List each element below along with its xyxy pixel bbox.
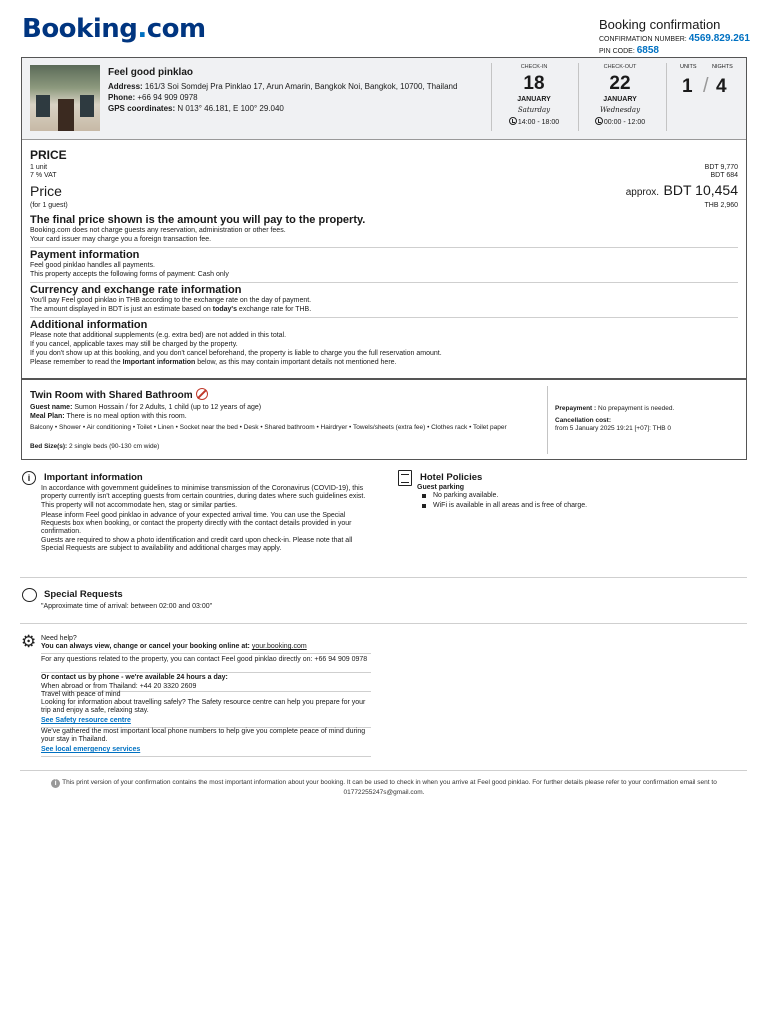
pin-code: 6858 xyxy=(636,45,659,56)
no-smoking-icon xyxy=(196,388,208,400)
emergency-link[interactable]: See local emergency services xyxy=(41,746,141,753)
room-title: Twin Room with Shared Bathroom xyxy=(30,388,208,401)
nights-count: 4 xyxy=(716,76,727,97)
hotel-name: Feel good pinklao xyxy=(108,67,194,78)
need-help: Need help? xyxy=(41,635,77,642)
price-label: Price xyxy=(30,183,62,199)
manage-booking-link[interactable]: your.booking.com xyxy=(251,643,307,650)
meal-plan: Meal Plan: There is no meal option with this room. xyxy=(30,413,187,420)
footer-note: i This print version of your confirmation contains the most important information about your booking. It can be used to check in when you arrive at Feel good pinklao. For further details please refer to your confirmation email sent to 01772255247s@gmail.com. xyxy=(20,778,748,797)
confirmation-number-line: CONFIRMATION NUMBER: 4569.829.261 xyxy=(599,33,750,44)
safety-link[interactable]: See Safety resource centre xyxy=(41,717,131,724)
important-info: In accordance with government guidelines to minimise transmission of the Coronavirus (COVID-19), this property currently isn't accepting guests from certain countries, during dates where such guidelines exist. This property will not accommodate hen, stag or similar parties. Please inform Feel good pinklao in advance of your expected arrival time. You can use the Special Requests box when booking, or contact the property directly with the contact details provided in your confirmation. Guests are required to show a photo identification and credit card upon check-in. Please note that all Special Requests are subject to availability and additional charges may apply. xyxy=(41,485,366,553)
check-out-day: 22 xyxy=(609,73,631,94)
policies-list xyxy=(417,491,587,511)
hotel-address: Address: 161/3 Soi Somdej Pra Pinklao 17, Arun Amarin, Bangkok Noi, Bangkok, 10700, Thailand xyxy=(108,82,458,91)
safety-text: Looking for information about travelling safely? The Safety resource centre can help you prepare for your trip and enjoy a safe, relaxing stay. xyxy=(41,699,366,715)
manage-booking-line: You can always view, change or cancel your booking online at: your.booking.com xyxy=(41,643,307,650)
page-title: Booking confirmation xyxy=(599,17,721,32)
phone-heading: Or contact us by phone - we're available 24 hours a day: xyxy=(41,674,228,681)
units-count: 1 xyxy=(682,76,693,97)
hotel-row: Feel good pinklao Address: 161/3 Soi Somdej Pra Pinklao 17, Arun Amarin, Bangkok Noi, Bangkok, 10700, Thailand Phone: +66 94 909 0978 GPS coordinates: N 013° 46.181, E 100° 29.040 CHECK-IN 18 JANUARY Saturday 14:00 - 18:00 CHECK-OUT 22 JANUARY Wednesday 00:00 - 12:00 UNITS NIGHTS 1 / 4 xyxy=(22,58,746,140)
info-icon: i xyxy=(22,471,36,485)
additional-heading: Additional information xyxy=(30,319,148,331)
list-item: No parking available. xyxy=(417,491,587,501)
check-in-day: 18 xyxy=(523,73,545,94)
policies-heading: Hotel Policies xyxy=(420,472,483,483)
hotel-phone: Phone: +66 94 909 0978 xyxy=(108,93,198,102)
currency-heading: Currency and exchange rate information xyxy=(30,284,242,296)
confirmation-number: 4569.829.261 xyxy=(688,33,750,44)
guest-parking-heading: Guest parking xyxy=(417,484,465,491)
contact-property: For any questions related to the property, you can contact Feel good pinklao directly on: +66 94 909 0978 xyxy=(41,656,368,663)
clock-icon xyxy=(595,117,603,125)
peace-of-mind: Travel with peace of mind xyxy=(41,691,121,698)
phone-line: When abroad or from Thailand: +44 20 3320 2609 xyxy=(41,683,197,690)
speech-bubble-icon xyxy=(22,588,37,602)
booking-logo: Booking.com xyxy=(22,14,206,44)
bed-size: Bed Size(s): 2 single beds (90-130 cm wide) xyxy=(30,443,160,450)
cancellation-label: Cancellation cost: xyxy=(555,417,611,424)
room-amenities: Balcony • Shower • Air conditioning • Toilet • Linen • Socket near the bed • Desk • Shared bathroom • Hairdryer • Towels/sheets (extra fee) • Clothes rack • Toilet paper xyxy=(30,424,507,431)
vat-price: BDT 684 xyxy=(710,172,738,179)
list-item: WiFi is available in all areas and is free of charge. xyxy=(417,501,587,511)
special-requests-text: "Approximate time of arrival: between 02:00 and 03:00" xyxy=(41,603,213,610)
thb-price: THB 2,960 xyxy=(704,202,738,209)
booking-summary-box: Feel good pinklao Address: 161/3 Soi Somdej Pra Pinklao 17, Arun Amarin, Bangkok Noi, Bangkok, 10700, Thailand Phone: +66 94 909 0978 GPS coordinates: N 013° 46.181, E 100° 29.040 CHECK-IN 18 JANUARY Saturday 14:00 - 18:00 CHECK-OUT 22 JANUARY Wednesday 00:00 - 12:00 UNITS NIGHTS 1 / 4 PRICE 1 unit 7 % VAT BDT 9,770 BDT 684 Price approx. BDT 10,454 (for 1 guest) THB 2,960 The final price shown is the amount you will pay to the property. Booking.com does not charge guests any reservation, administration or other fees. Your card issuer may charge you a foreign transaction fee. Payment information Feel good pinklao handles all payments. This property accepts the following forms of payment: Cash only Currency and exchange rate information You'll pay Feel good pinklao in THB according to the exchange rate on the day of payment. The amount displayed in BDT is just an estimate based on today's exchange rate for THB. Additional information Please note that additional supplements (e.g. extra bed) are not added in this total. If you cancel, applicable taxes may still be charged by the property. If you don't show up at this booking, and you don't cancel beforehand, the property is liable to charge you the full reservation amount. Please remember to read the Important information below, as this may contain important details not mentioned here. xyxy=(21,57,747,379)
special-requests-heading: Special Requests xyxy=(44,589,123,600)
guest-name: Guest name: Sumon Hossain / for 2 Adults, 1 child (up to 12 years of age) xyxy=(30,404,262,411)
check-out: CHECK-OUT 22 JANUARY Wednesday 00:00 - 12:00 xyxy=(578,64,662,126)
unit-price: BDT 9,770 xyxy=(704,164,738,171)
price-heading: PRICE xyxy=(30,148,67,162)
room-box xyxy=(21,379,747,460)
clock-icon xyxy=(509,117,517,125)
total-price: approx. BDT 10,454 xyxy=(625,182,738,198)
gear-icon: ⚙ xyxy=(21,632,37,651)
document-icon xyxy=(398,470,412,486)
important-heading: Important information xyxy=(44,472,143,483)
hotel-photo xyxy=(30,65,100,131)
prepayment: Prepayment : No prepayment is needed. xyxy=(555,405,675,412)
emergency-text: We've gathered the most important local phone numbers to help give you complete peace of mind during your stay in Thailand. xyxy=(41,728,366,744)
check-in: CHECK-IN 18 JANUARY Saturday 14:00 - 18:00 xyxy=(492,64,576,126)
pin-code-line: PIN CODE: 6858 xyxy=(599,45,659,56)
payment-heading: Payment information xyxy=(30,249,140,261)
info-icon: i xyxy=(51,779,60,788)
cancellation-cost: from 5 January 2025 19:21 [+07]: THB 0 xyxy=(555,425,672,432)
final-price-heading: The final price shown is the amount you will pay to the property. xyxy=(30,214,366,226)
hotel-gps: GPS coordinates: N 013° 46.181, E 100° 29.040 xyxy=(108,104,284,113)
